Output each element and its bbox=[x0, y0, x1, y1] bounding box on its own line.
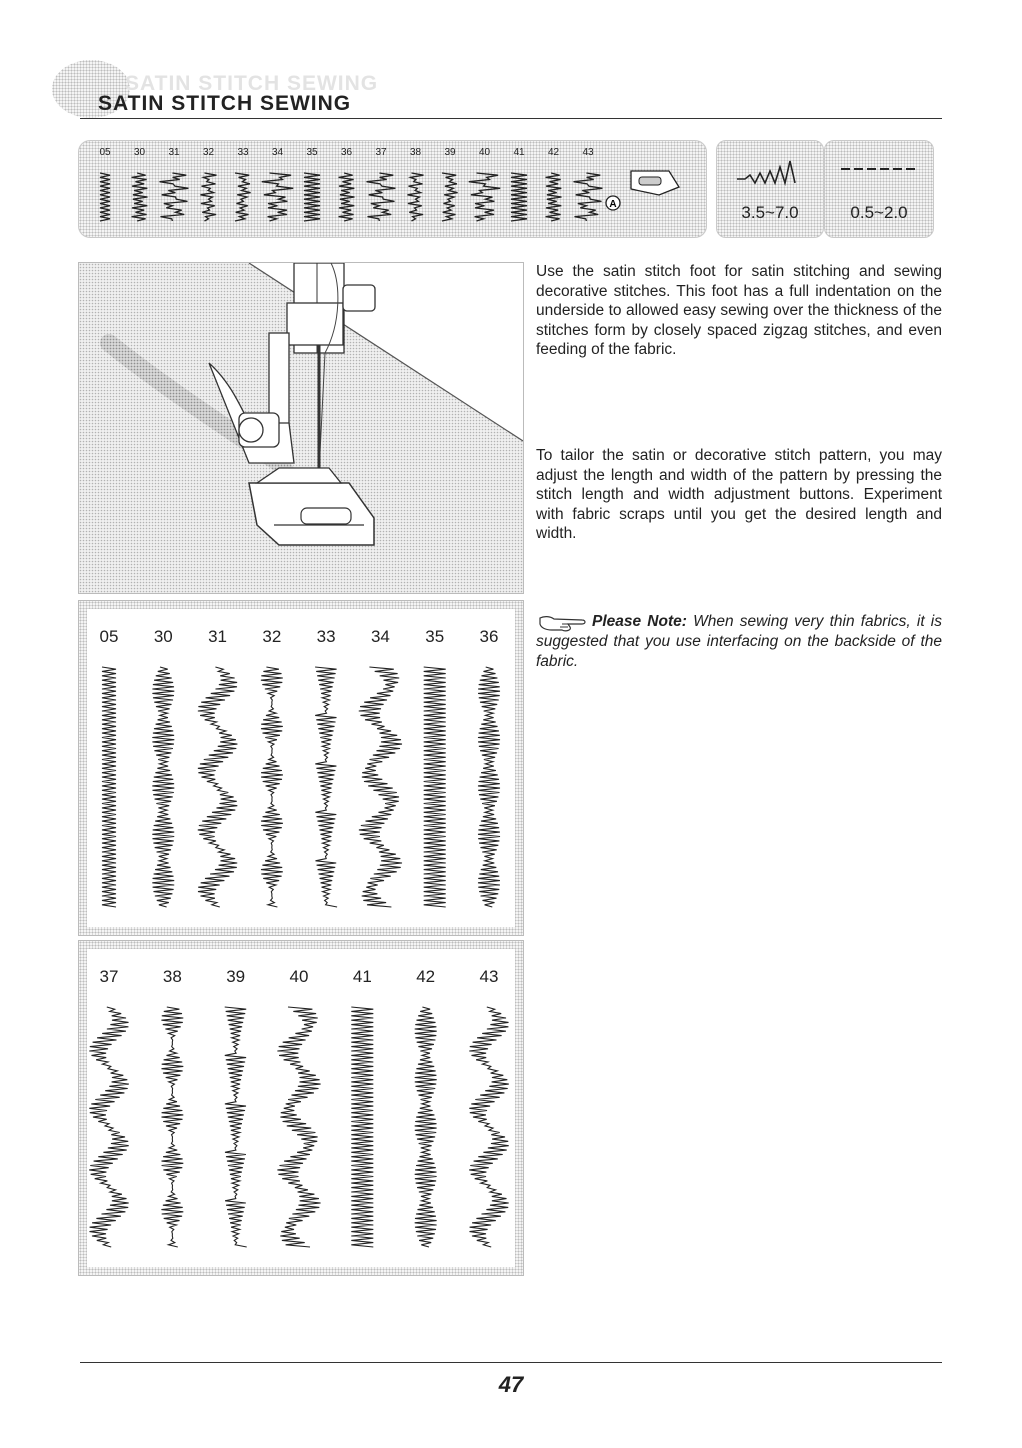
sample-number-34: 34 bbox=[370, 627, 390, 646]
strip-stitch-38 bbox=[408, 173, 424, 221]
stitch-glyph-row bbox=[79, 159, 706, 233]
stitch-length-setting bbox=[716, 140, 824, 238]
sample-number-05: 05 bbox=[99, 627, 119, 646]
note-label: Please Note: bbox=[592, 613, 687, 630]
length-range: 3.5~7.0 bbox=[741, 203, 799, 222]
page-number: 47 bbox=[498, 1372, 524, 1397]
strip-number-35: 35 bbox=[306, 147, 318, 158]
sample-stitch-35 bbox=[424, 667, 446, 907]
sample-stitches-row1 bbox=[87, 609, 515, 927]
width-range: 0.5~2.0 bbox=[850, 203, 908, 222]
strip-number-42: 42 bbox=[547, 147, 560, 158]
strip-stitch-33 bbox=[235, 173, 251, 221]
sample-stitches-row2 bbox=[87, 949, 515, 1267]
strip-number-43: 43 bbox=[582, 147, 594, 158]
sample-stitch-40 bbox=[277, 1007, 320, 1247]
strip-number-40: 40 bbox=[478, 147, 491, 158]
sample-stitch-36 bbox=[478, 667, 500, 907]
strip-stitch-30 bbox=[132, 173, 148, 221]
sample-number-35: 35 bbox=[425, 627, 445, 646]
strip-stitch-35 bbox=[304, 173, 320, 221]
sewing-foot-drawing bbox=[79, 263, 523, 593]
sample-stitch-31 bbox=[198, 667, 238, 907]
dashed-width-icon bbox=[839, 163, 919, 175]
stitch-samples-panel-1 bbox=[78, 600, 524, 936]
sample-number-31: 31 bbox=[208, 627, 228, 646]
strip-number-36: 36 bbox=[340, 147, 353, 158]
zigzag-length-icon bbox=[735, 157, 805, 187]
sample-stitch-39 bbox=[225, 1007, 247, 1247]
strip-number-32: 32 bbox=[202, 147, 215, 158]
strip-stitch-41 bbox=[511, 173, 527, 221]
strip-stitch-43 bbox=[574, 173, 603, 221]
strip-number-30: 30 bbox=[133, 147, 146, 158]
sample-number-41: 41 bbox=[352, 967, 372, 986]
stitch-pattern-strip bbox=[78, 140, 707, 238]
strip-number-38: 38 bbox=[409, 147, 422, 158]
sample-stitch-30 bbox=[152, 667, 174, 907]
sample-stitch-05 bbox=[102, 667, 116, 907]
footer-divider bbox=[80, 1362, 942, 1363]
strip-number-34: 34 bbox=[271, 147, 284, 158]
sample-stitch-33 bbox=[315, 667, 337, 907]
foot-letter: A bbox=[609, 199, 617, 210]
sample-number-40: 40 bbox=[289, 967, 309, 986]
strip-stitch-36 bbox=[339, 173, 355, 221]
adjust-paragraph: To tailor the satin or decorative stitch pattern, you may adjust the length and width of the pattern by pressing the stitch length and width adjustment buttons. Experiment with fabric scraps until you get the desired length and width. bbox=[536, 447, 942, 542]
strip-stitch-05 bbox=[100, 173, 110, 221]
strip-stitch-40 bbox=[469, 173, 500, 221]
stitch-width-setting bbox=[824, 140, 934, 238]
strip-stitch-37 bbox=[367, 173, 396, 221]
title-ghost-text: SATIN STITCH SEWING bbox=[125, 72, 379, 95]
sample-stitch-41 bbox=[351, 1007, 373, 1247]
presser-foot-icon bbox=[631, 171, 679, 195]
strip-stitch-42 bbox=[546, 173, 562, 221]
page-title: SATIN STITCH SEWING bbox=[98, 92, 352, 115]
title-divider bbox=[80, 118, 942, 119]
sample-number-39: 39 bbox=[226, 967, 246, 986]
sample-number-42: 42 bbox=[416, 967, 436, 986]
sample-number-43: 43 bbox=[479, 967, 499, 986]
sample-stitch-42 bbox=[415, 1007, 437, 1247]
sample-stitch-34 bbox=[359, 667, 402, 907]
sample-number-30: 30 bbox=[153, 627, 173, 646]
strip-number-39: 39 bbox=[444, 147, 456, 158]
strip-stitch-39 bbox=[442, 173, 458, 221]
sample-stitch-37 bbox=[89, 1007, 129, 1247]
strip-stitch-32 bbox=[201, 173, 217, 221]
strip-stitch-34 bbox=[262, 173, 293, 221]
note-text: When sewing very thin fabrics, it is suggested that you use interfacing on the backside of the fabric. bbox=[536, 613, 942, 670]
please-note bbox=[536, 612, 942, 672]
strip-number-33: 33 bbox=[237, 147, 249, 158]
strip-number-31: 31 bbox=[168, 147, 180, 158]
sample-number-37: 37 bbox=[99, 967, 119, 986]
strip-number-37: 37 bbox=[375, 147, 387, 158]
strip-number-05: 05 bbox=[99, 147, 111, 158]
sample-number-38: 38 bbox=[162, 967, 182, 986]
satin-foot-illustration bbox=[78, 262, 524, 594]
stitch-samples-panel-2 bbox=[78, 940, 524, 1276]
strip-stitch-31 bbox=[160, 173, 189, 221]
sample-number-33: 33 bbox=[316, 627, 336, 646]
sample-stitch-38 bbox=[161, 1007, 183, 1247]
sample-number-32: 32 bbox=[262, 627, 282, 646]
sample-number-36: 36 bbox=[479, 627, 499, 646]
sample-stitch-32 bbox=[261, 667, 283, 907]
intro-paragraph: Use the satin stitch foot for satin stitching and sewing decorative stitches. This foot has a full indentation on the underside to allowed easy sewing over the thickness of the stitches form by closely spaced zigzag stitches, and even feeding of the fabric. bbox=[536, 263, 942, 358]
strip-number-41: 41 bbox=[513, 147, 525, 158]
sample-stitch-43 bbox=[469, 1007, 509, 1247]
